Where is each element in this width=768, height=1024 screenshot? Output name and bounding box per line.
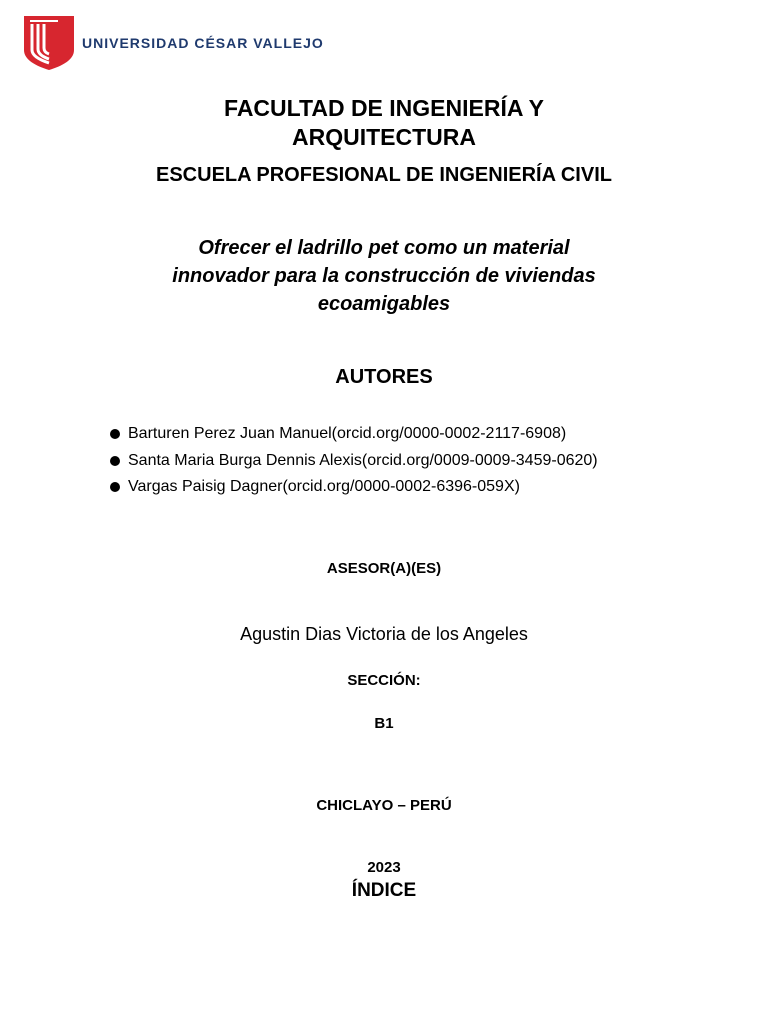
document-title <box>0 234 768 318</box>
index-heading: ÍNDICE <box>351 880 417 901</box>
faculty-title <box>0 94 768 152</box>
bullet-icon <box>110 456 120 466</box>
bullet-icon <box>110 482 120 492</box>
university-header <box>24 16 324 70</box>
title-line-2: innovador para la construcción de viviendas <box>172 265 596 287</box>
list-item <box>110 421 598 448</box>
advisor-heading: ASESOR(A)(ES) <box>326 560 442 577</box>
university-shield-icon <box>24 16 74 70</box>
authors-list <box>110 421 598 501</box>
school-title: ESCUELA PROFESIONAL DE INGENIERÍA CIVIL <box>156 164 612 186</box>
advisor-name: Agustin Dias Victoria de los Angeles <box>240 624 528 644</box>
location: CHICLAYO – PERÚ <box>316 797 452 814</box>
title-line-3: ecoamigables <box>317 293 451 315</box>
author-name: Barturen Perez Juan Manuel(orcid.org/0000-0002-2117-6908) <box>128 425 567 442</box>
author-name: Vargas Paisig Dagner(orcid.org/0000-0002-6396-059X) <box>128 478 520 495</box>
faculty-line-2: ARQUITECTURA <box>292 124 476 150</box>
year: 2023 <box>367 859 401 876</box>
section-heading: SECCIÓN: <box>347 672 421 689</box>
list-item <box>110 448 598 475</box>
section-value: B1 <box>374 715 394 732</box>
university-name: UNIVERSIDAD CÉSAR VALLEJO <box>82 35 324 51</box>
list-item <box>110 474 598 501</box>
bullet-icon <box>110 429 120 439</box>
faculty-line-1: FACULTAD DE INGENIERÍA Y <box>224 95 544 121</box>
title-line-1: Ofrecer el ladrillo pet como un material <box>198 237 570 259</box>
author-name: Santa Maria Burga Dennis Alexis(orcid.org/0009-0009-3459-0620) <box>128 451 598 469</box>
authors-heading: AUTORES <box>335 366 433 388</box>
